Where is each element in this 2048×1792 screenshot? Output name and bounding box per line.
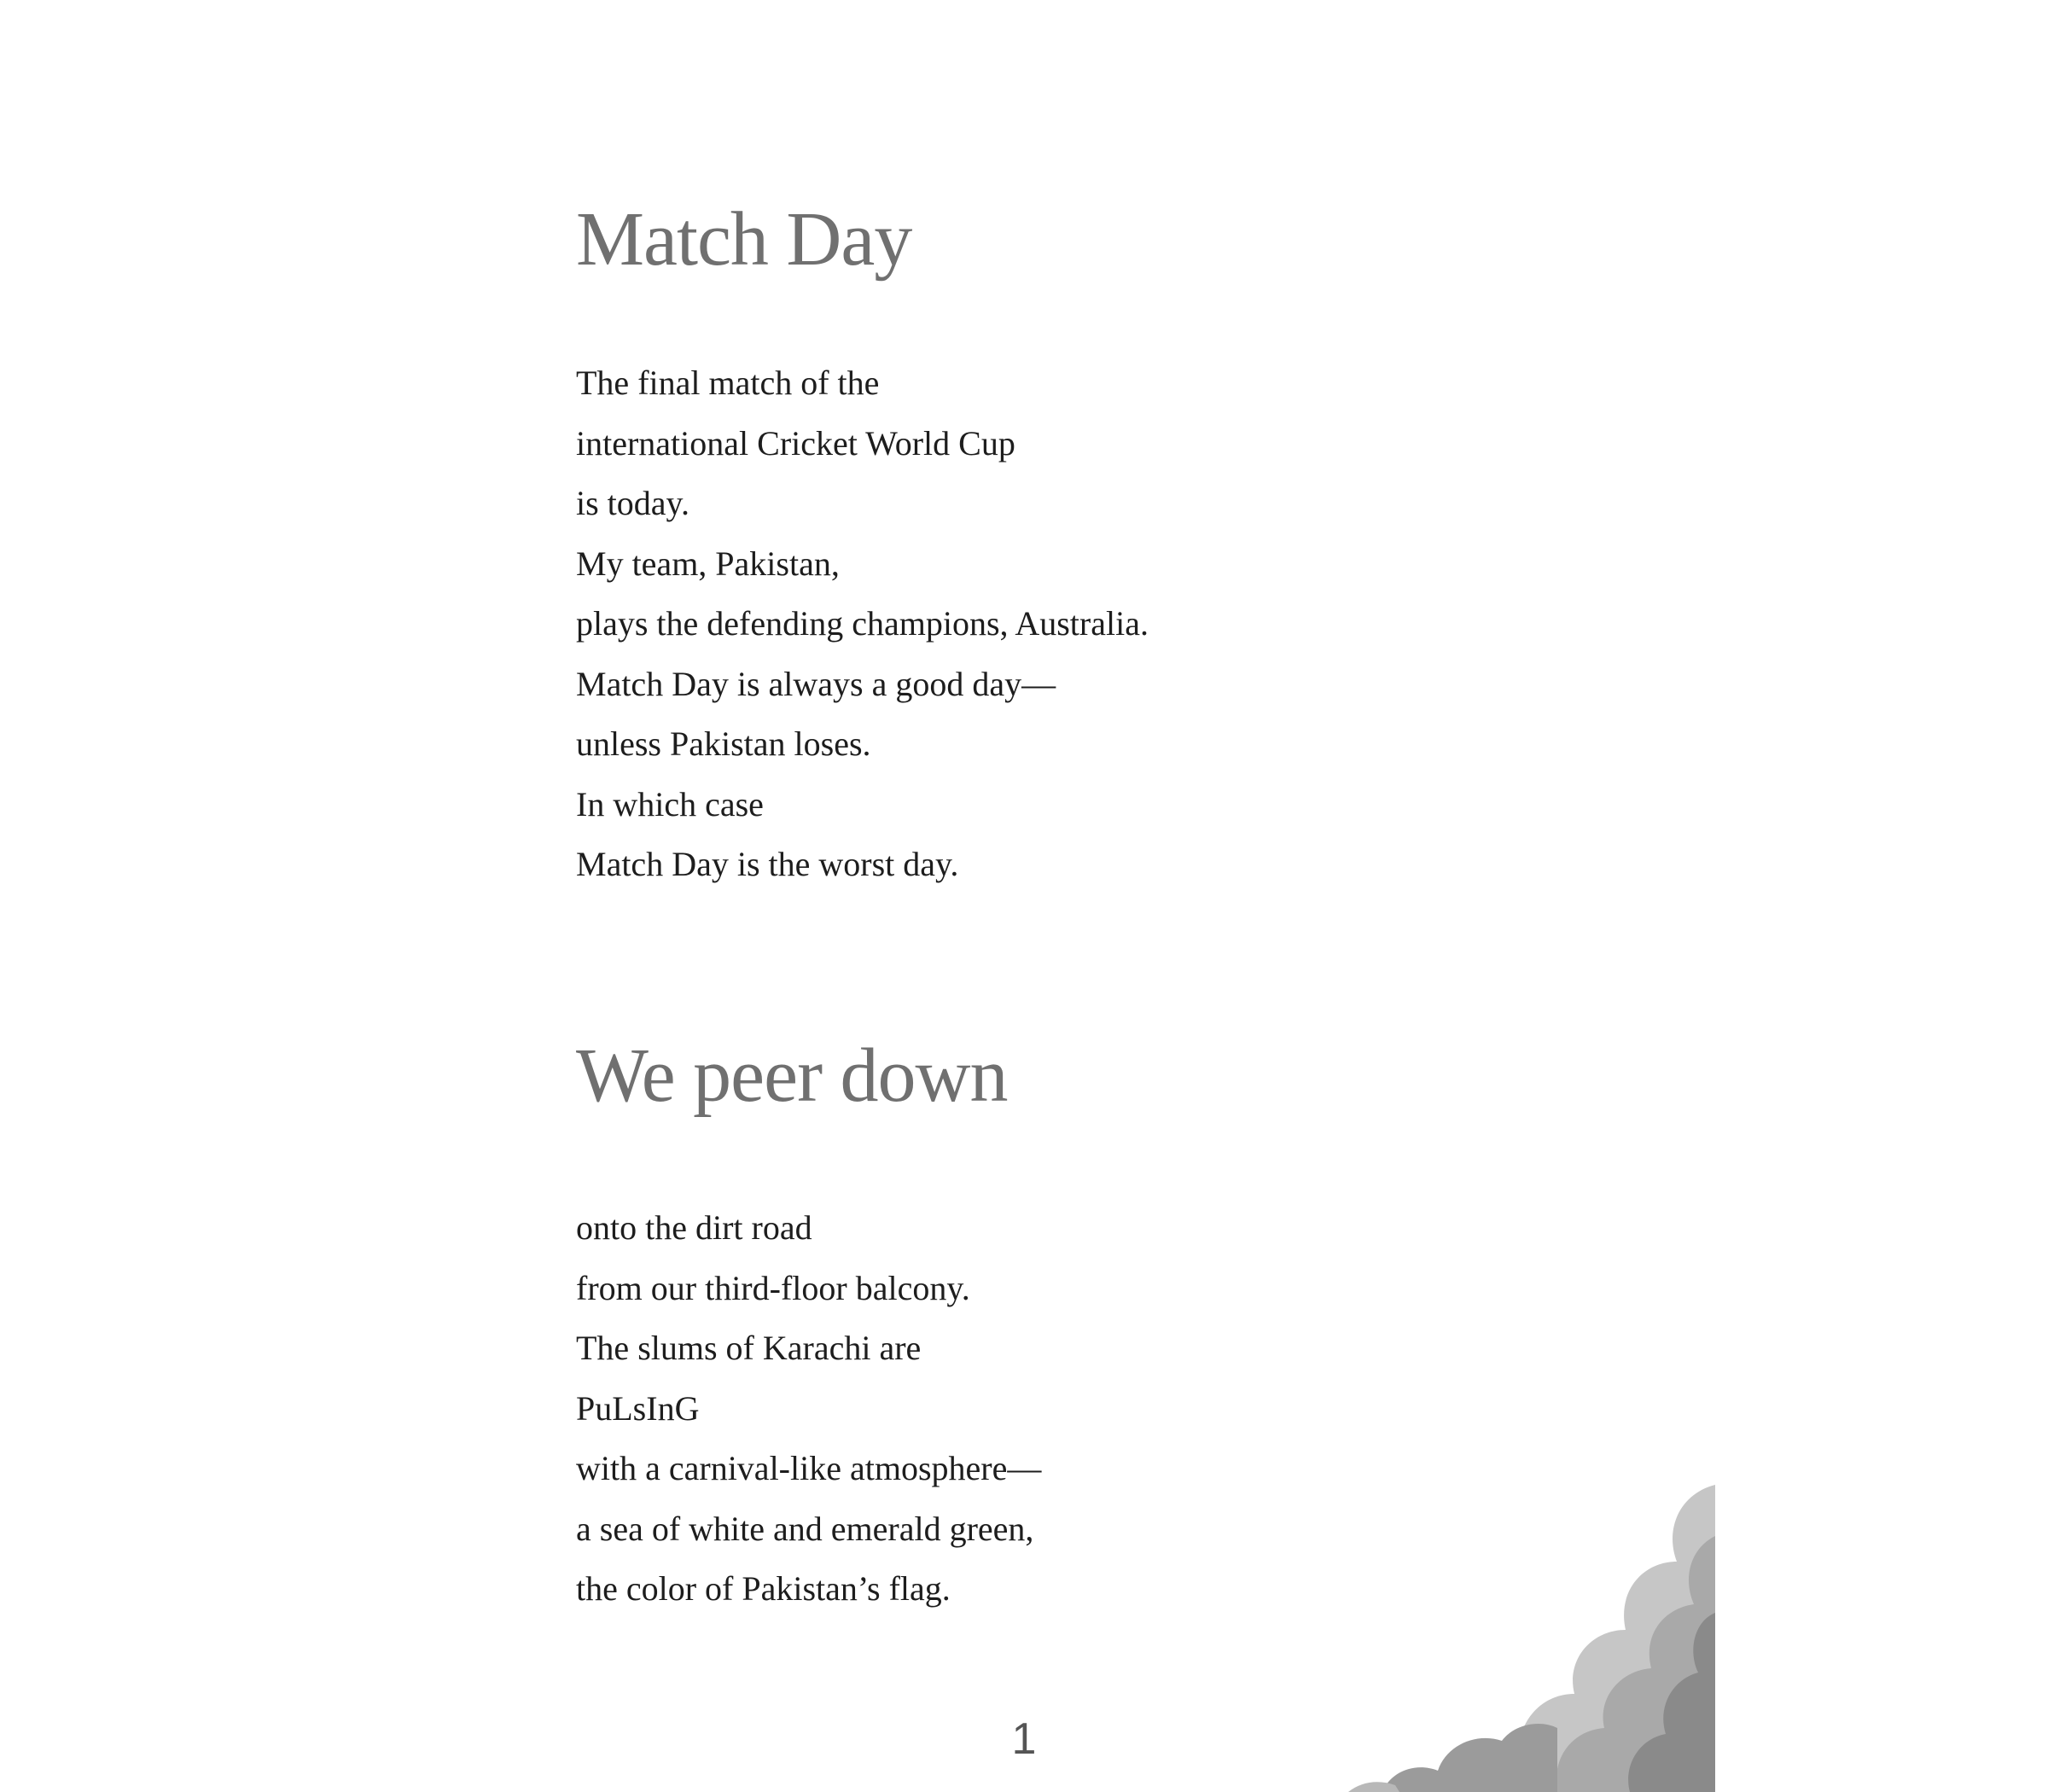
poem-line: with a carnival-like atmosphere— bbox=[576, 1449, 1042, 1487]
poem-line: a sea of white and emerald green, bbox=[576, 1509, 1034, 1548]
poem-line: The slums of Karachi are bbox=[576, 1329, 922, 1367]
poem-we-peer-down bbox=[576, 1029, 1344, 1620]
poem-title: Match Day bbox=[576, 197, 912, 282]
poem-line: international Cricket World Cup bbox=[576, 423, 1015, 463]
poem-match-day bbox=[576, 193, 1344, 895]
poem-line: plays the defending champions, Australia. bbox=[576, 604, 1149, 643]
poem-line: Match Day is the worst day. bbox=[576, 845, 959, 883]
poem-line: unless Pakistan loses. bbox=[576, 724, 871, 763]
poem-line: from our third-floor balcony. bbox=[576, 1268, 970, 1307]
poem-line: My team, Pakistan, bbox=[576, 544, 840, 583]
poem-line: the color of Pakistan’s flag. bbox=[576, 1569, 951, 1608]
poem-line: The final match of the bbox=[576, 364, 880, 402]
poem-stanza bbox=[576, 353, 1344, 895]
cloud-bottom-puffs bbox=[1382, 1724, 1557, 1792]
cloud-illustration bbox=[1348, 1468, 1715, 1792]
page-number: 1 bbox=[1011, 1714, 1037, 1764]
poem-title: We peer down bbox=[576, 1033, 1008, 1118]
poem-line: PuLsInG bbox=[576, 1388, 700, 1428]
poem-line: onto the dirt road bbox=[576, 1208, 812, 1247]
poem-line: In which case bbox=[576, 784, 764, 823]
poem-line: Match Day is always a good day— bbox=[576, 664, 1056, 703]
poem-stanza bbox=[576, 1198, 1344, 1620]
poem-line: is today. bbox=[576, 484, 689, 522]
